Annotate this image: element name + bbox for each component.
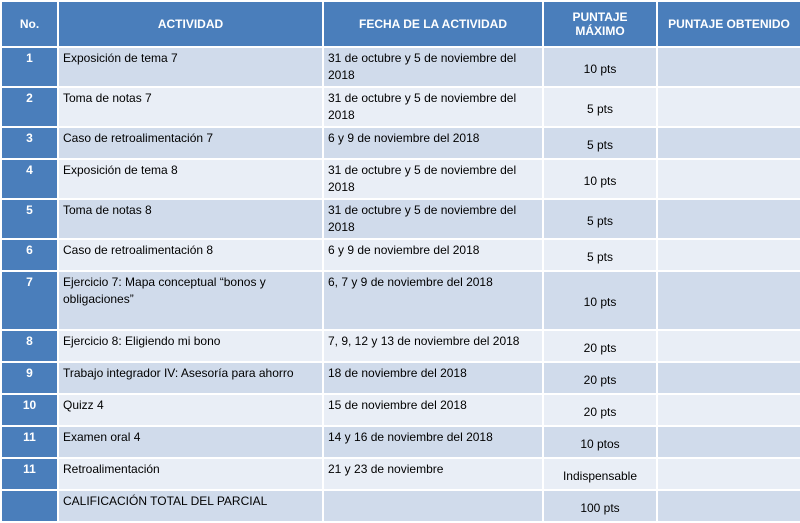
row-puntaje-maximo: 5 pts bbox=[544, 200, 656, 238]
row-actividad: Caso de retroalimentación 7 bbox=[59, 128, 322, 158]
row-puntaje-maximo: 5 pts bbox=[544, 128, 656, 158]
header-puntaje-maximo: PUNTAJE MÁXIMO bbox=[544, 2, 656, 46]
table-row bbox=[2, 459, 800, 489]
row-puntaje-obtenido[interactable] bbox=[658, 240, 800, 270]
table-row bbox=[2, 240, 800, 270]
row-actividad: Exposición de tema 7 bbox=[59, 48, 322, 86]
row-puntaje-maximo: 10 ptos bbox=[544, 427, 656, 457]
header-puntaje-obtenido: PUNTAJE OBTENIDO bbox=[658, 2, 800, 46]
row-fecha: 6 y 9 de noviembre del 2018 bbox=[324, 128, 542, 158]
row-puntaje-obtenido[interactable] bbox=[658, 128, 800, 158]
table-row bbox=[2, 427, 800, 457]
row-fecha: 31 de octubre y 5 de noviembre del 2018 bbox=[324, 200, 542, 238]
row-puntaje-maximo: 5 pts bbox=[544, 88, 656, 126]
row-fecha: 6, 7 y 9 de noviembre del 2018 bbox=[324, 272, 542, 329]
table-row bbox=[2, 88, 800, 126]
row-number: 7 bbox=[2, 272, 57, 329]
row-number: 1 bbox=[2, 48, 57, 86]
row-puntaje-obtenido[interactable] bbox=[658, 272, 800, 329]
row-puntaje-maximo: 20 pts bbox=[544, 331, 656, 361]
row-fecha: 31 de octubre y 5 de noviembre del 2018 bbox=[324, 160, 542, 198]
row-puntaje-maximo: 20 pts bbox=[544, 395, 656, 425]
header-row bbox=[2, 2, 800, 46]
row-actividad: Ejercicio 7: Mapa conceptual “bonos y obligaciones” bbox=[59, 272, 322, 329]
total-label: CALIFICACIÓN TOTAL DEL PARCIAL bbox=[59, 491, 322, 521]
table-row bbox=[2, 363, 800, 393]
row-puntaje-obtenido[interactable] bbox=[658, 331, 800, 361]
row-number: 6 bbox=[2, 240, 57, 270]
row-actividad: Retroalimentación bbox=[59, 459, 322, 489]
row-puntaje-maximo: Indispensable bbox=[544, 459, 656, 489]
row-actividad: Toma de notas 7 bbox=[59, 88, 322, 126]
row-number: 4 bbox=[2, 160, 57, 198]
total-puntaje-obtenido[interactable] bbox=[658, 491, 800, 521]
row-puntaje-obtenido[interactable] bbox=[658, 88, 800, 126]
row-fecha: 6 y 9 de noviembre del 2018 bbox=[324, 240, 542, 270]
row-fecha: 21 y 23 de noviembre bbox=[324, 459, 542, 489]
row-puntaje-obtenido[interactable] bbox=[658, 363, 800, 393]
row-number: 5 bbox=[2, 200, 57, 238]
row-puntaje-maximo: 20 pts bbox=[544, 363, 656, 393]
header-fecha: FECHA DE LA ACTIVIDAD bbox=[324, 2, 542, 46]
table-row bbox=[2, 331, 800, 361]
row-puntaje-obtenido[interactable] bbox=[658, 160, 800, 198]
row-puntaje-obtenido[interactable] bbox=[658, 48, 800, 86]
row-actividad: Exposición de tema 8 bbox=[59, 160, 322, 198]
row-puntaje-obtenido[interactable] bbox=[658, 427, 800, 457]
table-row bbox=[2, 160, 800, 198]
table-row bbox=[2, 48, 800, 86]
row-actividad: Examen oral 4 bbox=[59, 427, 322, 457]
row-actividad: Trabajo integrador IV: Asesoría para ahorro bbox=[59, 363, 322, 393]
row-actividad: Ejercicio 8: Eligiendo mi bono bbox=[59, 331, 322, 361]
header-actividad: ACTIVIDAD bbox=[59, 2, 322, 46]
row-fecha bbox=[324, 491, 542, 521]
row-fecha: 7, 9, 12 y 13 de noviembre del 2018 bbox=[324, 331, 542, 361]
row-puntaje-maximo: 5 pts bbox=[544, 240, 656, 270]
table-row bbox=[2, 395, 800, 425]
row-puntaje-maximo: 10 pts bbox=[544, 160, 656, 198]
table-row bbox=[2, 128, 800, 158]
row-number: 9 bbox=[2, 363, 57, 393]
row-number: 11 bbox=[2, 427, 57, 457]
row-actividad: Toma de notas 8 bbox=[59, 200, 322, 238]
row-number: 10 bbox=[2, 395, 57, 425]
row-number: 8 bbox=[2, 331, 57, 361]
table-row bbox=[2, 200, 800, 238]
row-fecha: 31 de octubre y 5 de noviembre del 2018 bbox=[324, 88, 542, 126]
row-number bbox=[2, 491, 57, 521]
row-number: 11 bbox=[2, 459, 57, 489]
table-row bbox=[2, 272, 800, 329]
row-number: 2 bbox=[2, 88, 57, 126]
row-fecha: 15 de noviembre del 2018 bbox=[324, 395, 542, 425]
row-puntaje-maximo: 10 pts bbox=[544, 48, 656, 86]
row-fecha: 14 y 16 de noviembre del 2018 bbox=[324, 427, 542, 457]
row-puntaje-obtenido[interactable] bbox=[658, 459, 800, 489]
row-puntaje-maximo: 10 pts bbox=[544, 272, 656, 329]
row-actividad: Caso de retroalimentación 8 bbox=[59, 240, 322, 270]
row-fecha: 31 de octubre y 5 de noviembre del 2018 bbox=[324, 48, 542, 86]
row-actividad: Quizz 4 bbox=[59, 395, 322, 425]
row-puntaje-obtenido[interactable] bbox=[658, 395, 800, 425]
total-puntaje-maximo: 100 pts bbox=[544, 491, 656, 521]
header-no: No. bbox=[2, 2, 57, 46]
row-fecha: 18 de noviembre del 2018 bbox=[324, 363, 542, 393]
row-puntaje-obtenido[interactable] bbox=[658, 200, 800, 238]
row-number: 3 bbox=[2, 128, 57, 158]
total-row bbox=[2, 491, 800, 521]
